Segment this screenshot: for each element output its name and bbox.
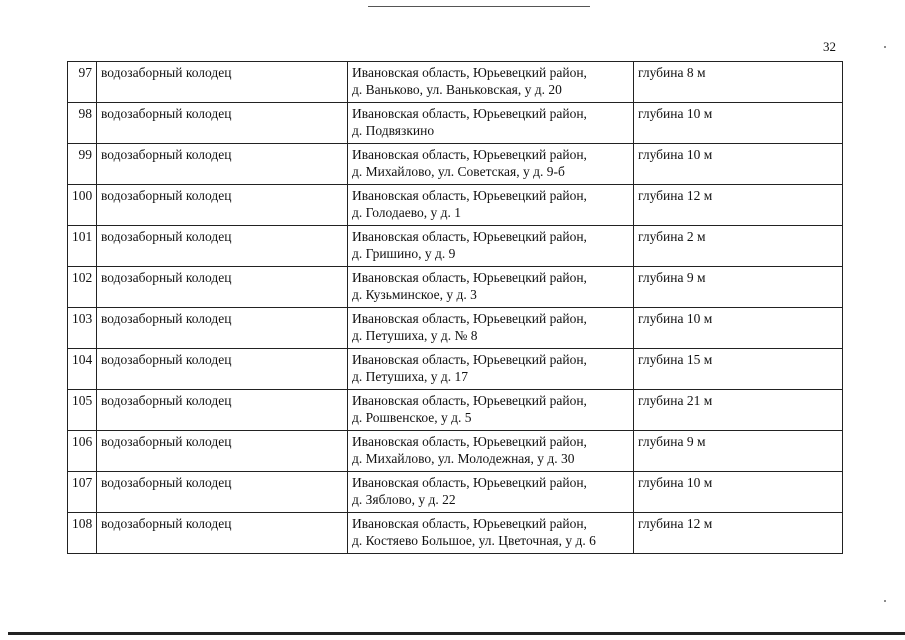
address bbox=[348, 308, 634, 349]
table-row bbox=[68, 103, 843, 144]
object-type: водозаборный колодец bbox=[97, 103, 348, 144]
object-type: водозаборный колодец bbox=[97, 144, 348, 185]
table-row bbox=[68, 144, 843, 185]
depth: глубина 10 м bbox=[634, 472, 843, 513]
scan-speck bbox=[884, 46, 886, 48]
address-line: Ивановская область, Юрьевецкий район, bbox=[352, 65, 587, 80]
object-type: водозаборный колодец bbox=[97, 472, 348, 513]
table-row bbox=[68, 349, 843, 390]
table-row bbox=[68, 62, 843, 103]
address-line: д. Подвязкино bbox=[352, 123, 435, 138]
row-number: 107 bbox=[68, 472, 97, 513]
table-row bbox=[68, 513, 843, 554]
depth: глубина 10 м bbox=[634, 144, 843, 185]
depth: глубина 10 м bbox=[634, 308, 843, 349]
address-line: Ивановская область, Юрьевецкий район, bbox=[352, 147, 587, 162]
address-line: д. Голодаево, у д. 1 bbox=[352, 205, 462, 220]
wells-table bbox=[67, 61, 843, 554]
address-line: Ивановская область, Юрьевецкий район, bbox=[352, 393, 587, 408]
object-type: водозаборный колодец bbox=[97, 390, 348, 431]
row-number: 102 bbox=[68, 267, 97, 308]
depth: глубина 21 м bbox=[634, 390, 843, 431]
row-number: 103 bbox=[68, 308, 97, 349]
table-row bbox=[68, 226, 843, 267]
address bbox=[348, 349, 634, 390]
depth: глубина 2 м bbox=[634, 226, 843, 267]
row-number: 105 bbox=[68, 390, 97, 431]
object-type: водозаборный колодец bbox=[97, 267, 348, 308]
address bbox=[348, 513, 634, 554]
page-number: 32 bbox=[823, 39, 836, 54]
address-line: Ивановская область, Юрьевецкий район, bbox=[352, 188, 587, 203]
address bbox=[348, 431, 634, 472]
address-line: Ивановская область, Юрьевецкий район, bbox=[352, 311, 587, 326]
address-line: д. Кузьминское, у д. 3 bbox=[352, 287, 477, 302]
top-rule bbox=[368, 6, 590, 7]
table-row bbox=[68, 185, 843, 226]
address bbox=[348, 103, 634, 144]
object-type: водозаборный колодец bbox=[97, 349, 348, 390]
address bbox=[348, 62, 634, 103]
address-line: Ивановская область, Юрьевецкий район, bbox=[352, 516, 587, 531]
address bbox=[348, 144, 634, 185]
address bbox=[348, 267, 634, 308]
object-type: водозаборный колодец bbox=[97, 308, 348, 349]
depth: глубина 9 м bbox=[634, 267, 843, 308]
address-line: д. Михайлово, ул. Молодежная, у д. 30 bbox=[352, 451, 575, 466]
table-row bbox=[68, 390, 843, 431]
row-number: 97 bbox=[68, 62, 97, 103]
address bbox=[348, 226, 634, 267]
address bbox=[348, 472, 634, 513]
depth: глубина 8 м bbox=[634, 62, 843, 103]
object-type: водозаборный колодец bbox=[97, 62, 348, 103]
address-line: Ивановская область, Юрьевецкий район, bbox=[352, 229, 587, 244]
depth: глубина 9 м bbox=[634, 431, 843, 472]
table-row bbox=[68, 472, 843, 513]
address-line: Ивановская область, Юрьевецкий район, bbox=[352, 106, 587, 121]
address bbox=[348, 185, 634, 226]
row-number: 101 bbox=[68, 226, 97, 267]
row-number: 98 bbox=[68, 103, 97, 144]
address-line: Ивановская область, Юрьевецкий район, bbox=[352, 352, 587, 367]
depth: глубина 10 м bbox=[634, 103, 843, 144]
address bbox=[348, 390, 634, 431]
address-line: Ивановская область, Юрьевецкий район, bbox=[352, 434, 587, 449]
row-number: 108 bbox=[68, 513, 97, 554]
address-line: д. Михайлово, ул. Советская, у д. 9-б bbox=[352, 164, 565, 179]
table-row bbox=[68, 431, 843, 472]
object-type: водозаборный колодец bbox=[97, 185, 348, 226]
object-type: водозаборный колодец bbox=[97, 431, 348, 472]
bottom-rule bbox=[8, 632, 905, 635]
row-number: 104 bbox=[68, 349, 97, 390]
table-row bbox=[68, 267, 843, 308]
table-row bbox=[68, 308, 843, 349]
object-type: водозаборный колодец bbox=[97, 513, 348, 554]
depth: глубина 15 м bbox=[634, 349, 843, 390]
address-line: Ивановская область, Юрьевецкий район, bbox=[352, 475, 587, 490]
address-line: д. Костяево Большое, ул. Цветочная, у д. 6 bbox=[352, 533, 596, 548]
row-number: 99 bbox=[68, 144, 97, 185]
address-line: д. Петушиха, у д. № 8 bbox=[352, 328, 478, 343]
depth: глубина 12 м bbox=[634, 185, 843, 226]
address-line: д. Рошвенское, у д. 5 bbox=[352, 410, 472, 425]
address-line: д. Петушиха, у д. 17 bbox=[352, 369, 469, 384]
address-line: д. Зяблово, у д. 22 bbox=[352, 492, 456, 507]
address-line: д. Гришино, у д. 9 bbox=[352, 246, 456, 261]
row-number: 100 bbox=[68, 185, 97, 226]
address-line: Ивановская область, Юрьевецкий район, bbox=[352, 270, 587, 285]
row-number: 106 bbox=[68, 431, 97, 472]
scan-speck bbox=[884, 600, 886, 602]
depth: глубина 12 м bbox=[634, 513, 843, 554]
object-type: водозаборный колодец bbox=[97, 226, 348, 267]
address-line: д. Ваньково, ул. Ваньковская, у д. 20 bbox=[352, 82, 562, 97]
